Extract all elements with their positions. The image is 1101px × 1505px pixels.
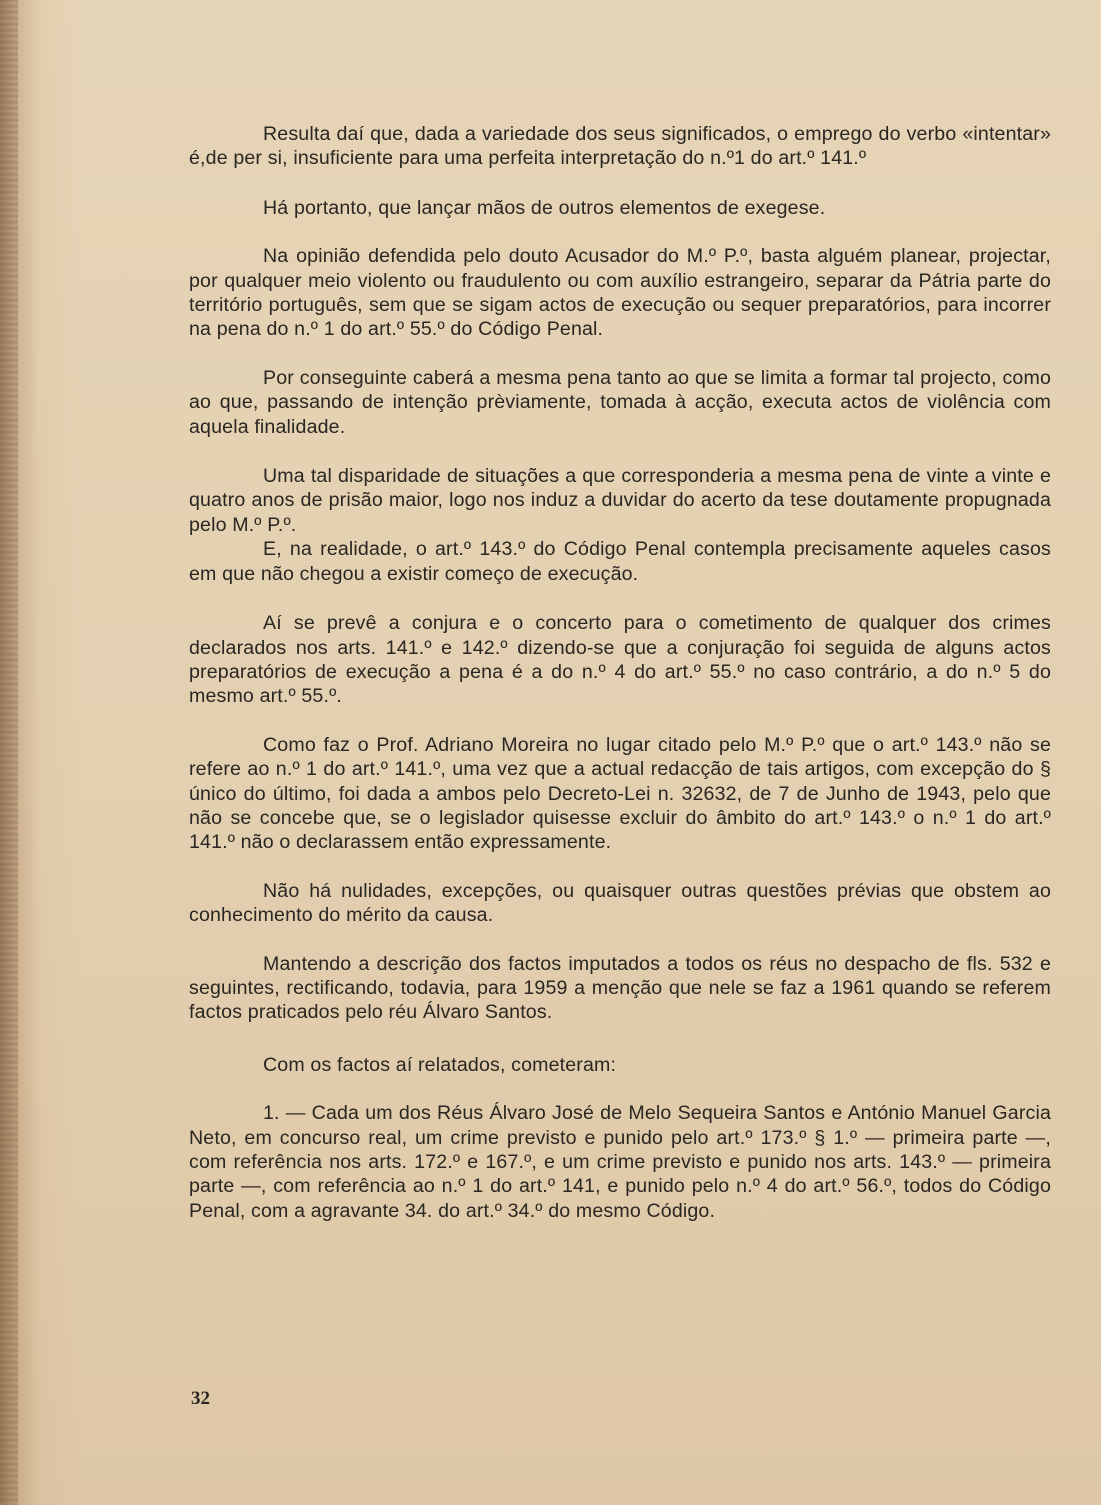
paragraph-11: Com os factos aí relatados, cometeram: bbox=[263, 1053, 617, 1076]
paragraph-4: Por conseguinte caberá a mesma pena tanto ao que se limita a formar tal projecto, como ao que, passando de intenção prèviamente, tomada à acção, executa actos de violência com aquela finalidade. bbox=[189, 366, 1051, 438]
paragraph-5: Uma tal disparidade de situações a que corresponderia a mesma pena de vinte a vinte e quatro anos de prisão maior, logo nos induz a duvidar do acerto da tese doutamente propugnada pelo M.º P.º. bbox=[189, 465, 1051, 536]
binding-edge bbox=[0, 0, 18, 1505]
paragraph-1: Resulta daí que, dada a variedade dos seus significados, o emprego do verbo «intentar» é,de per si, insuficiente para uma perfeita interpretação do n.º1 do art.º 141.º bbox=[189, 123, 1051, 170]
body-text bbox=[189, 122, 1051, 1223]
paragraph-8: Como faz o Prof. Adriano Moreira no lugar citado pelo M.º P.º que o art.º 143.º não se refere ao n.º 1 do art.º 141.º, uma vez que a actual redacção de tais artigos, com excepção do § único do último, foi dada a ambos pelo Decreto-Lei n. 32632, de 7 de Junho de 1943, pelo que não se concebe que, se o legislador quisesse excluir do âmbito do art.º 143.º o n.º 1 do art.º 141.º não o declarassem então expressamente. bbox=[189, 733, 1051, 854]
paragraph-10: Mantendo a descrição dos factos imputados a todos os réus no despacho de fls. 532 e seguintes, rectificando, todavia, para 1959 a menção que nele se faz a 1961 quando se referem factos praticados pelo réu Álvaro Santos. bbox=[189, 952, 1051, 1024]
paragraph-9: Não há nulidades, excepções, ou quaisquer outras questões prévias que obstem ao conhecimento do mérito da causa. bbox=[189, 879, 1051, 927]
paragraph-6: E, na realidade, o art.º 143.º do Código Penal contempla precisamente aqueles casos em que não chegou a existir começo de execução. bbox=[189, 538, 1051, 585]
paragraph-2: Há portanto, que lançar mãos de outros elementos de exegese. bbox=[263, 196, 826, 219]
paragraph-3: Na opinião defendida pelo douto Acusador do M.º P.º, basta alguém planear, projectar, por qualquer meio violento ou fraudulento ou com auxílio estrangeiro, separar da Pátria parte do território português, sem que se sigam actos de execução ou sequer preparatórios, para incorrer na pena do n.º 1 do art.º 55.º do Código Penal. bbox=[189, 245, 1051, 341]
paragraph-12: 1. — Cada um dos Réus Álvaro José de Melo Sequeira Santos e António Manuel Garcia Neto, em concurso real, um crime previsto e punido pelo art.º 173.º § 1.º — primeira parte —, com referência nos arts. 172.º e 167.º, e um crime previsto e punido nos arts. 143.º — primeira parte —, com referência ao n.º 1 do art.º 141, e punido pelo n.º 4 do art.º 56.º, todos do Código Penal, com a agravante 34. do art.º 34.º do mesmo Código. bbox=[189, 1102, 1051, 1222]
paragraph-7: Aí se prevê a conjura e o concerto para o cometimento de qualquer dos crimes declarados nos arts. 141.º e 142.º dizendo-se que a conjuração foi seguida de alguns actos preparatórios de execução a pena é a do n.º 4 do art.º 55.º no caso contrário, a do n.º 5 do mesmo art.º 55.º. bbox=[189, 612, 1051, 708]
page-number: 32 bbox=[191, 1388, 210, 1409]
